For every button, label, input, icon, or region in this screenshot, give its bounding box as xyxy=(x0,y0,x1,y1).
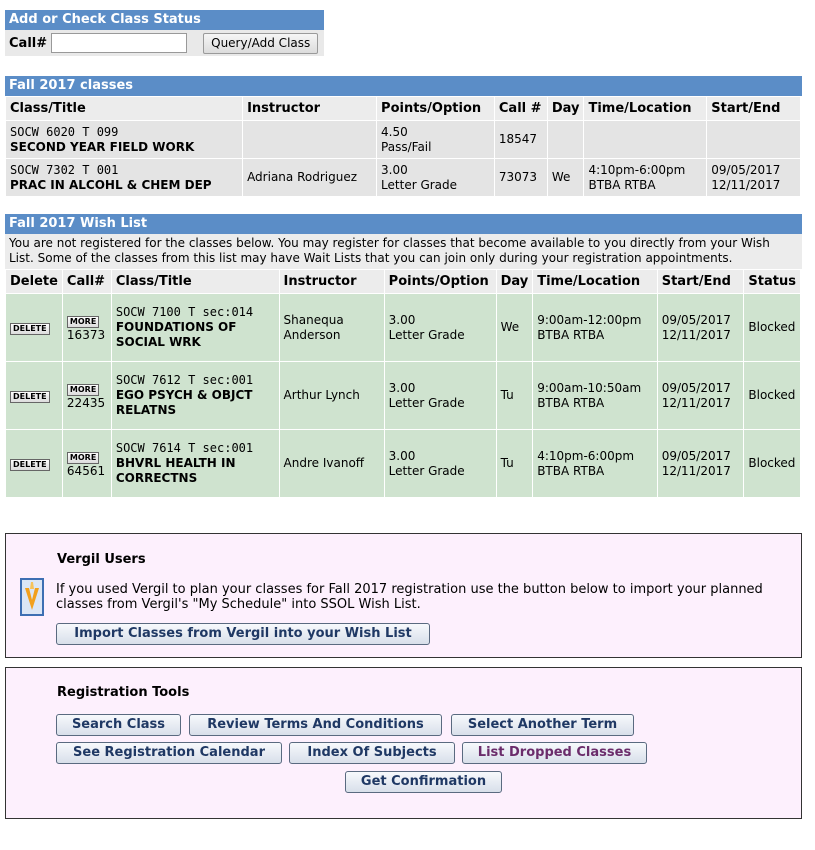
registered-classes-title: Fall 2017 classes xyxy=(5,76,802,96)
col-header: Instructor xyxy=(279,270,384,294)
more-button[interactable]: MORE xyxy=(67,452,99,464)
import-from-vergil-button[interactable]: Import Classes from Vergil into your Wish List xyxy=(56,623,430,645)
class-code: SOCW 6020 T 099 xyxy=(10,124,119,139)
points: 3.00 xyxy=(381,162,408,177)
class-code: SOCW 7614 T sec:001 xyxy=(115,441,254,455)
start-end-cell xyxy=(657,362,744,430)
grade-option: Letter Grade xyxy=(381,177,458,192)
registration-calendar-button[interactable]: See Registration Calendar xyxy=(56,742,282,764)
delete-button[interactable]: DELETE xyxy=(10,391,50,403)
class-title: SECOND YEAR FIELD WORK xyxy=(10,139,195,154)
registration-tools-panel xyxy=(5,667,802,819)
call-cell xyxy=(62,362,111,430)
class-title-cell xyxy=(6,159,243,197)
start-end-cell xyxy=(707,159,801,197)
location: BTBA RTBA xyxy=(537,463,605,478)
day-cell: We xyxy=(496,294,533,362)
index-of-subjects-button[interactable]: Index Of Subjects xyxy=(289,742,455,764)
add-check-title: Add or Check Class Status xyxy=(5,10,324,30)
col-header: Class/Title xyxy=(6,97,243,121)
query-add-class-button[interactable]: Query/Add Class xyxy=(203,33,318,54)
end-date: 12/11/2017 xyxy=(661,463,731,478)
day-cell xyxy=(547,121,584,159)
class-title-cell xyxy=(111,294,279,362)
get-confirmation-button[interactable]: Get Confirmation xyxy=(345,771,502,793)
col-header: Status xyxy=(744,270,801,294)
instructor-cell: Adriana Rodriguez xyxy=(243,159,377,197)
grade-option: Letter Grade xyxy=(388,463,465,478)
class-title: BHVRL HEALTH IN CORRECTNS xyxy=(115,456,236,485)
wish-list-title: Fall 2017 Wish List xyxy=(5,214,802,234)
day-cell: We xyxy=(547,159,584,197)
delete-button[interactable]: DELETE xyxy=(10,459,50,471)
class-title: FOUNDATIONS OF SOCIAL WRK xyxy=(115,320,237,349)
col-header: Instructor xyxy=(243,97,377,121)
class-code: SOCW 7302 T 001 xyxy=(10,162,119,177)
start-date: 09/05/2017 xyxy=(711,162,781,177)
points-option-cell xyxy=(384,430,496,498)
col-header: Call # xyxy=(494,97,547,121)
col-header: Points/Option xyxy=(384,270,496,294)
grade-option: Letter Grade xyxy=(388,395,465,410)
points: 3.00 xyxy=(388,312,416,327)
col-header: Points/Option xyxy=(377,97,495,121)
time-location-cell xyxy=(533,362,658,430)
col-header: Day xyxy=(547,97,584,121)
col-header: Start/End xyxy=(707,97,801,121)
points-option-cell xyxy=(384,294,496,362)
review-terms-button[interactable]: Review Terms And Conditions xyxy=(189,714,442,736)
delete-cell xyxy=(6,362,63,430)
call-number: 22435 xyxy=(66,395,106,410)
more-button[interactable]: MORE xyxy=(67,384,99,396)
col-header: Time/Location xyxy=(584,97,707,121)
table-header-row xyxy=(6,270,801,294)
points: 3.00 xyxy=(388,448,416,463)
call-number-label: Call# xyxy=(9,35,48,51)
class-code: SOCW 7100 T sec:014 xyxy=(115,305,254,319)
col-header: Delete xyxy=(6,270,63,294)
table-row xyxy=(6,294,801,362)
class-title-cell xyxy=(111,430,279,498)
call-number-input[interactable] xyxy=(51,33,187,53)
vergil-users-panel xyxy=(5,533,802,658)
instructor-cell: Andre Ivanoff xyxy=(279,430,384,498)
class-title-cell xyxy=(6,121,243,159)
start-end-cell xyxy=(657,430,744,498)
class-title: PRAC IN ALCOHL & CHEM DEP xyxy=(10,177,212,192)
list-dropped-classes-button[interactable]: List Dropped Classes xyxy=(462,742,647,764)
instructor-cell: Shanequa Anderson xyxy=(279,294,384,362)
col-header: Time/Location xyxy=(533,270,658,294)
delete-cell xyxy=(6,430,63,498)
points: 3.00 xyxy=(388,380,416,395)
select-another-term-button[interactable]: Select Another Term xyxy=(451,714,634,736)
wish-list-notice: You are not registered for the classes below. You may register for classes that become available to you directly from your Wish List. Some of the classes from this list may have Wait Lists that you can join only during your registration appointments. xyxy=(5,234,802,269)
location: BTBA RTBA xyxy=(537,327,605,342)
status-cell: Blocked xyxy=(744,362,801,430)
table-row xyxy=(6,121,801,159)
search-class-button[interactable]: Search Class xyxy=(56,714,181,736)
more-button[interactable]: MORE xyxy=(67,316,99,328)
start-end-cell xyxy=(657,294,744,362)
start-date: 09/05/2017 xyxy=(661,380,731,395)
table-header-row xyxy=(6,97,801,121)
vergil-description: If you used Vergil to plan your classes for Fall 2017 registration use the button below to import your planned classes from Vergil's "My Schedule" into SSOL Wish List. xyxy=(56,582,763,612)
vergil-logo-icon xyxy=(20,578,44,616)
call-number: 16373 xyxy=(66,327,106,342)
col-header: Start/End xyxy=(657,270,744,294)
call-number: 64561 xyxy=(66,463,106,478)
day-cell: Tu xyxy=(496,430,533,498)
start-date: 09/05/2017 xyxy=(661,448,731,463)
location: BTBA RTBA xyxy=(537,395,605,410)
wish-list-table xyxy=(5,269,801,498)
status-cell: Blocked xyxy=(744,430,801,498)
delete-cell xyxy=(6,294,63,362)
time: 4:10pm-6:00pm xyxy=(537,448,635,463)
end-date: 12/11/2017 xyxy=(661,327,731,342)
points-option-cell xyxy=(384,362,496,430)
time-location-cell xyxy=(533,294,658,362)
grade-option: Pass/Fail xyxy=(381,139,432,154)
status-cell: Blocked xyxy=(744,294,801,362)
call-cell xyxy=(62,430,111,498)
add-check-class-panel xyxy=(5,10,324,56)
time: 4:10pm-6:00pm xyxy=(588,162,686,177)
class-title-cell xyxy=(111,362,279,430)
start-date: 09/05/2017 xyxy=(661,312,731,327)
start-end-cell xyxy=(707,121,801,159)
time-location-cell xyxy=(584,121,707,159)
table-row xyxy=(6,362,801,430)
delete-button[interactable]: DELETE xyxy=(10,323,50,335)
day-cell: Tu xyxy=(496,362,533,430)
registered-classes-section xyxy=(5,76,802,197)
location: BTBA RTBA xyxy=(588,177,656,192)
class-title: EGO PSYCH & OBJCT RELATNS xyxy=(115,388,253,417)
vergil-title: Vergil Users xyxy=(57,552,146,567)
points: 4.50 xyxy=(381,124,408,139)
points-option-cell xyxy=(377,159,495,197)
time: 9:00am-10:50am xyxy=(537,380,642,395)
instructor-cell xyxy=(243,121,377,159)
registered-classes-table xyxy=(5,96,801,197)
points-option-cell xyxy=(377,121,495,159)
call-cell xyxy=(62,294,111,362)
end-date: 12/11/2017 xyxy=(711,177,781,192)
col-header: Class/Title xyxy=(111,270,279,294)
class-code: SOCW 7612 T sec:001 xyxy=(115,373,254,387)
table-row xyxy=(6,159,801,197)
registration-tools-title: Registration Tools xyxy=(57,685,190,700)
grade-option: Letter Grade xyxy=(388,327,465,342)
add-check-row xyxy=(5,30,324,56)
end-date: 12/11/2017 xyxy=(661,395,731,410)
col-header: Call# xyxy=(62,270,111,294)
col-header: Day xyxy=(496,270,533,294)
call-number-cell: 73073 xyxy=(494,159,547,197)
table-row xyxy=(6,430,801,498)
time-location-cell xyxy=(533,430,658,498)
instructor-cell: Arthur Lynch xyxy=(279,362,384,430)
call-number-cell: 18547 xyxy=(494,121,547,159)
time-location-cell xyxy=(584,159,707,197)
wish-list-section xyxy=(5,214,802,498)
time: 9:00am-12:00pm xyxy=(537,312,642,327)
